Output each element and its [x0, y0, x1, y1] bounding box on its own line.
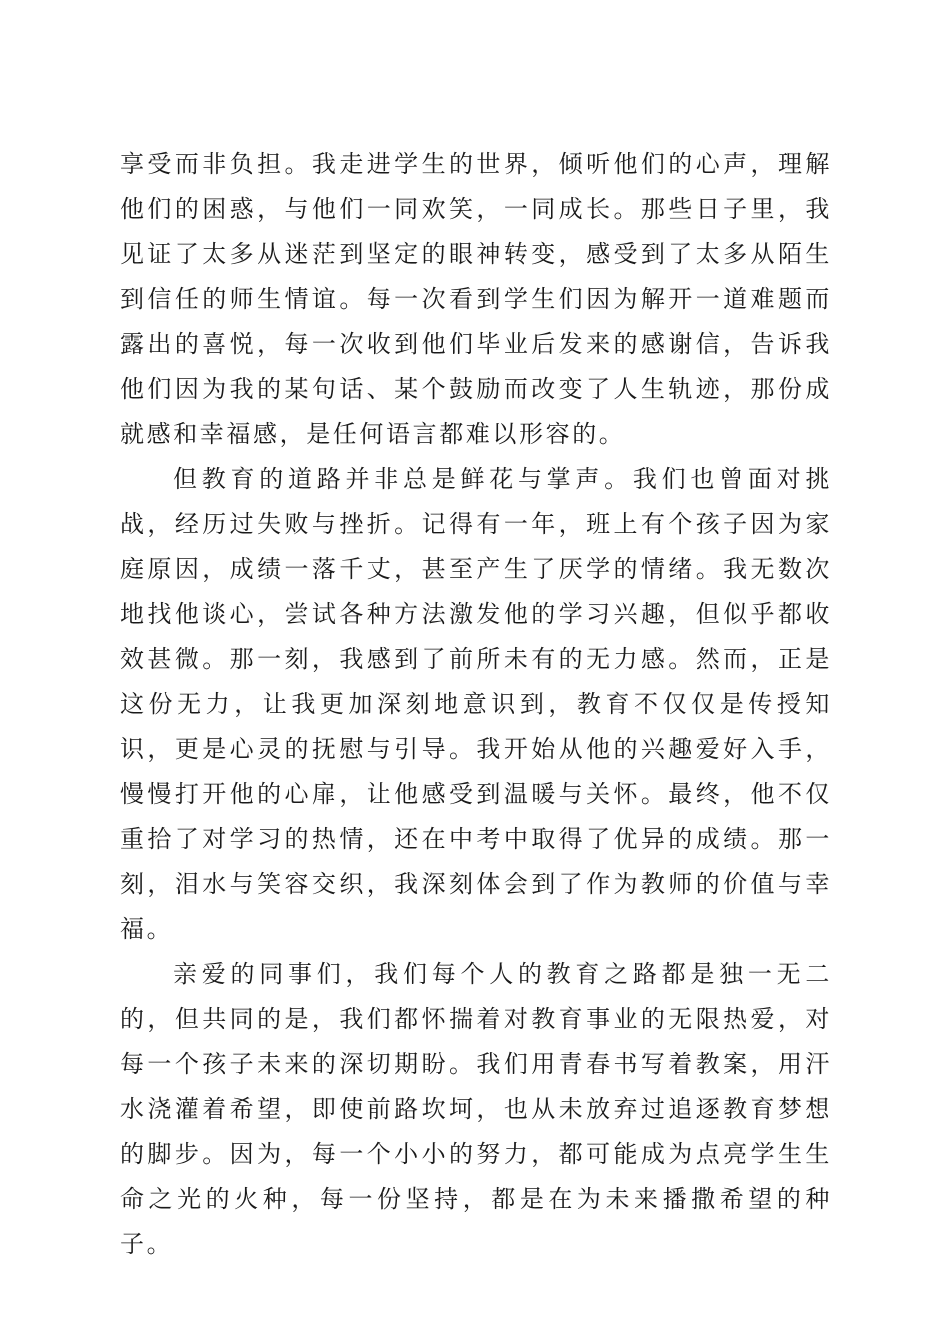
document-body [120, 142, 832, 1267]
paragraph-3: 亲爱的同事们，我们每个人的教育之路都是独一无二的，但共同的是，我们都怀揣着对教育事业的无限热爱，对每一个孩子未来的深切期盼。我们用青春书写着教案，用汗水浇灌着希望，即使前路坎坷，也从未放弃过追逐教育梦想的脚步。因为，每一个小小的努力，都可能成为点亮学生生命之光的火种，每一份坚持，都是在为未来播撒希望的种子。 [120, 960, 832, 1258]
paragraph-1: 享受而非负担。我走进学生的世界，倾听他们的心声，理解他们的困惑，与他们一同欢笑，一同成长。那些日子里，我见证了太多从迷茫到坚定的眼神转变，感受到了太多从陌生到信任的师生情谊。每一次看到学生们因为解开一道难题而露出的喜悦，每一次收到他们毕业后发来的感谢信，告诉我他们因为我的某句话、某个鼓励而改变了人生轨迹，那份成就感和幸福感，是任何语言都难以形容的。 [120, 150, 832, 448]
paragraph-2: 但教育的道路并非总是鲜花与掌声。我们也曾面对挑战，经历过失败与挫折。记得有一年，班上有个孩子因为家庭原因，成绩一落千丈，甚至产生了厌学的情绪。我无数次地找他谈心，尝试各种方法激发他的学习兴趣，但似乎都收效甚微。那一刻，我感到了前所未有的无力感。然而，正是这份无力，让我更加深刻地意识到，教育不仅仅是传授知识，更是心灵的抚慰与引导。我开始从他的兴趣爱好入手，慢慢打开他的心扉，让他感受到温暖与关怀。最终，他不仅重拾了对学习的热情，还在中考中取得了优异的成绩。那一刻，泪水与笑容交织，我深刻体会到了作为教师的价值与幸福。 [120, 465, 832, 943]
